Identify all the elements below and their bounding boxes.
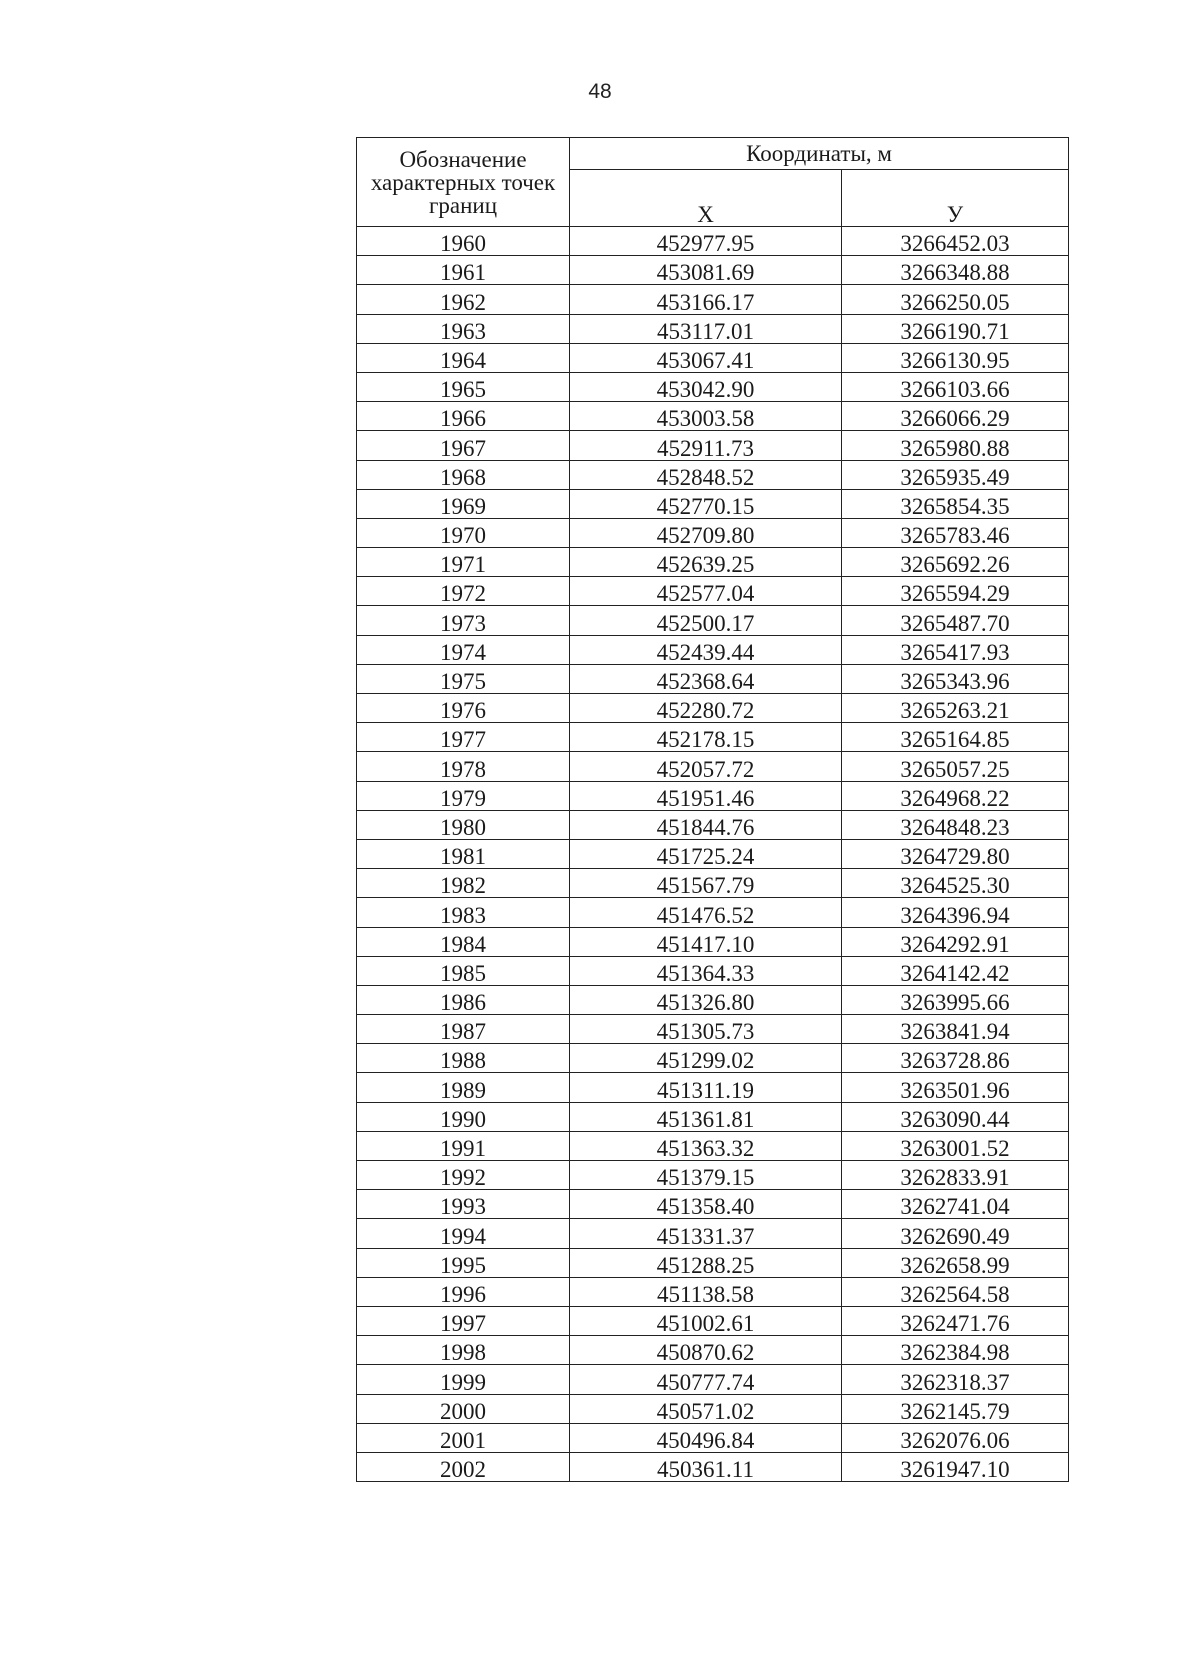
table-row bbox=[357, 1336, 1069, 1365]
x-coordinate-cell: 451364.33 bbox=[570, 956, 842, 985]
point-id-cell: 1964 bbox=[357, 343, 570, 372]
table-row bbox=[357, 635, 1069, 664]
x-coordinate-cell: 451326.80 bbox=[570, 985, 842, 1014]
x-coordinate-cell: 451305.73 bbox=[570, 1015, 842, 1044]
y-coordinate-cell: 3263501.96 bbox=[842, 1073, 1069, 1102]
point-id-cell: 1997 bbox=[357, 1306, 570, 1335]
point-id-cell: 1962 bbox=[357, 285, 570, 314]
x-coordinate-cell: 451951.46 bbox=[570, 781, 842, 810]
table-row bbox=[357, 577, 1069, 606]
point-id-cell: 1976 bbox=[357, 694, 570, 723]
point-id-cell: 1993 bbox=[357, 1190, 570, 1219]
x-coordinate-cell: 452770.15 bbox=[570, 489, 842, 518]
y-coordinate-cell: 3262741.04 bbox=[842, 1190, 1069, 1219]
x-coordinate-cell: 451002.61 bbox=[570, 1306, 842, 1335]
x-coordinate-cell: 452178.15 bbox=[570, 723, 842, 752]
x-coordinate-cell: 451288.25 bbox=[570, 1248, 842, 1277]
table-row bbox=[357, 985, 1069, 1014]
y-coordinate-cell: 3264525.30 bbox=[842, 869, 1069, 898]
x-coordinate-cell: 451725.24 bbox=[570, 839, 842, 868]
point-id-cell: 1966 bbox=[357, 402, 570, 431]
table-row bbox=[357, 489, 1069, 518]
x-coordinate-cell: 453081.69 bbox=[570, 256, 842, 285]
coordinates-table bbox=[356, 137, 1069, 1482]
y-coordinate-cell: 3265263.21 bbox=[842, 694, 1069, 723]
header-y: У bbox=[842, 169, 1069, 226]
y-coordinate-cell: 3265980.88 bbox=[842, 431, 1069, 460]
table-header bbox=[357, 138, 1069, 227]
x-coordinate-cell: 451363.32 bbox=[570, 1131, 842, 1160]
x-coordinate-cell: 451567.79 bbox=[570, 869, 842, 898]
point-id-cell: 1972 bbox=[357, 577, 570, 606]
table-row bbox=[357, 1452, 1069, 1481]
x-coordinate-cell: 450496.84 bbox=[570, 1423, 842, 1452]
table-row bbox=[357, 723, 1069, 752]
table-row bbox=[357, 227, 1069, 256]
x-coordinate-cell: 450361.11 bbox=[570, 1452, 842, 1481]
point-id-cell: 1970 bbox=[357, 518, 570, 547]
x-coordinate-cell: 450777.74 bbox=[570, 1365, 842, 1394]
point-id-cell: 1982 bbox=[357, 869, 570, 898]
table-row bbox=[357, 1102, 1069, 1131]
point-id-cell: 1975 bbox=[357, 664, 570, 693]
y-coordinate-cell: 3265057.25 bbox=[842, 752, 1069, 781]
y-coordinate-cell: 3262384.98 bbox=[842, 1336, 1069, 1365]
point-id-cell: 1988 bbox=[357, 1044, 570, 1073]
x-coordinate-cell: 451844.76 bbox=[570, 810, 842, 839]
y-coordinate-cell: 3264396.94 bbox=[842, 898, 1069, 927]
header-coordinates: Координаты, м bbox=[570, 138, 1069, 170]
table-row bbox=[357, 372, 1069, 401]
x-coordinate-cell: 451299.02 bbox=[570, 1044, 842, 1073]
point-id-cell: 1978 bbox=[357, 752, 570, 781]
y-coordinate-cell: 3263001.52 bbox=[842, 1131, 1069, 1160]
y-coordinate-cell: 3263841.94 bbox=[842, 1015, 1069, 1044]
table-row bbox=[357, 956, 1069, 985]
y-coordinate-cell: 3266348.88 bbox=[842, 256, 1069, 285]
point-id-cell: 1995 bbox=[357, 1248, 570, 1277]
x-coordinate-cell: 452848.52 bbox=[570, 460, 842, 489]
x-coordinate-cell: 452709.80 bbox=[570, 518, 842, 547]
y-coordinate-cell: 3262658.99 bbox=[842, 1248, 1069, 1277]
point-id-cell: 1974 bbox=[357, 635, 570, 664]
x-coordinate-cell: 453117.01 bbox=[570, 314, 842, 343]
y-coordinate-cell: 3265164.85 bbox=[842, 723, 1069, 752]
point-id-cell: 1965 bbox=[357, 372, 570, 401]
point-id-cell: 1960 bbox=[357, 227, 570, 256]
y-coordinate-cell: 3265692.26 bbox=[842, 548, 1069, 577]
table-row bbox=[357, 898, 1069, 927]
table-row bbox=[357, 752, 1069, 781]
y-coordinate-cell: 3262318.37 bbox=[842, 1365, 1069, 1394]
y-coordinate-cell: 3265417.93 bbox=[842, 635, 1069, 664]
table-row bbox=[357, 1306, 1069, 1335]
y-coordinate-cell: 3264848.23 bbox=[842, 810, 1069, 839]
y-coordinate-cell: 3265594.29 bbox=[842, 577, 1069, 606]
point-id-cell: 1969 bbox=[357, 489, 570, 518]
point-id-cell: 1986 bbox=[357, 985, 570, 1014]
header-point-designation: Обозначение характерных точек границ bbox=[357, 138, 570, 227]
y-coordinate-cell: 3263995.66 bbox=[842, 985, 1069, 1014]
table-row bbox=[357, 1161, 1069, 1190]
table-row bbox=[357, 1248, 1069, 1277]
x-coordinate-cell: 450870.62 bbox=[570, 1336, 842, 1365]
table-row bbox=[357, 664, 1069, 693]
x-coordinate-cell: 453067.41 bbox=[570, 343, 842, 372]
x-coordinate-cell: 451311.19 bbox=[570, 1073, 842, 1102]
x-coordinate-cell: 452577.04 bbox=[570, 577, 842, 606]
point-id-cell: 1985 bbox=[357, 956, 570, 985]
point-id-cell: 1998 bbox=[357, 1336, 570, 1365]
table-row bbox=[357, 285, 1069, 314]
table-row bbox=[357, 810, 1069, 839]
point-id-cell: 1961 bbox=[357, 256, 570, 285]
y-coordinate-cell: 3266066.29 bbox=[842, 402, 1069, 431]
y-coordinate-cell: 3262471.76 bbox=[842, 1306, 1069, 1335]
y-coordinate-cell: 3265487.70 bbox=[842, 606, 1069, 635]
y-coordinate-cell: 3265854.35 bbox=[842, 489, 1069, 518]
x-coordinate-cell: 452439.44 bbox=[570, 635, 842, 664]
table-row bbox=[357, 1044, 1069, 1073]
x-coordinate-cell: 451379.15 bbox=[570, 1161, 842, 1190]
point-id-cell: 1991 bbox=[357, 1131, 570, 1160]
point-id-cell: 2000 bbox=[357, 1394, 570, 1423]
table-row bbox=[357, 1365, 1069, 1394]
x-coordinate-cell: 453166.17 bbox=[570, 285, 842, 314]
x-coordinate-cell: 451361.81 bbox=[570, 1102, 842, 1131]
point-id-cell: 1989 bbox=[357, 1073, 570, 1102]
y-coordinate-cell: 3262564.58 bbox=[842, 1277, 1069, 1306]
x-coordinate-cell: 452500.17 bbox=[570, 606, 842, 635]
table-row bbox=[357, 869, 1069, 898]
y-coordinate-cell: 3266452.03 bbox=[842, 227, 1069, 256]
table-row bbox=[357, 839, 1069, 868]
y-coordinate-cell: 3265935.49 bbox=[842, 460, 1069, 489]
point-id-cell: 1980 bbox=[357, 810, 570, 839]
table-row bbox=[357, 606, 1069, 635]
y-coordinate-cell: 3266190.71 bbox=[842, 314, 1069, 343]
table-row bbox=[357, 927, 1069, 956]
table-row bbox=[357, 1219, 1069, 1248]
point-id-cell: 1984 bbox=[357, 927, 570, 956]
table-row bbox=[357, 781, 1069, 810]
point-id-cell: 1967 bbox=[357, 431, 570, 460]
point-id-cell: 1990 bbox=[357, 1102, 570, 1131]
y-coordinate-cell: 3264729.80 bbox=[842, 839, 1069, 868]
point-id-cell: 1981 bbox=[357, 839, 570, 868]
y-coordinate-cell: 3262076.06 bbox=[842, 1423, 1069, 1452]
y-coordinate-cell: 3263090.44 bbox=[842, 1102, 1069, 1131]
x-coordinate-cell: 453042.90 bbox=[570, 372, 842, 401]
x-coordinate-cell: 452977.95 bbox=[570, 227, 842, 256]
table-row bbox=[357, 1394, 1069, 1423]
y-coordinate-cell: 3266130.95 bbox=[842, 343, 1069, 372]
x-coordinate-cell: 451358.40 bbox=[570, 1190, 842, 1219]
x-coordinate-cell: 452280.72 bbox=[570, 694, 842, 723]
x-coordinate-cell: 451331.37 bbox=[570, 1219, 842, 1248]
point-id-cell: 1963 bbox=[357, 314, 570, 343]
y-coordinate-cell: 3265783.46 bbox=[842, 518, 1069, 547]
table-row bbox=[357, 1190, 1069, 1219]
table-row bbox=[357, 1015, 1069, 1044]
point-id-cell: 1996 bbox=[357, 1277, 570, 1306]
y-coordinate-cell: 3262690.49 bbox=[842, 1219, 1069, 1248]
y-coordinate-cell: 3266103.66 bbox=[842, 372, 1069, 401]
point-id-cell: 1983 bbox=[357, 898, 570, 927]
table-row bbox=[357, 1073, 1069, 1102]
y-coordinate-cell: 3261947.10 bbox=[842, 1452, 1069, 1481]
table-row bbox=[357, 460, 1069, 489]
y-coordinate-cell: 3264142.42 bbox=[842, 956, 1069, 985]
x-coordinate-cell: 451417.10 bbox=[570, 927, 842, 956]
point-id-cell: 1968 bbox=[357, 460, 570, 489]
x-coordinate-cell: 452639.25 bbox=[570, 548, 842, 577]
header-x: Х bbox=[570, 169, 842, 226]
x-coordinate-cell: 451476.52 bbox=[570, 898, 842, 927]
point-id-cell: 1999 bbox=[357, 1365, 570, 1394]
point-id-cell: 1992 bbox=[357, 1161, 570, 1190]
point-id-cell: 2001 bbox=[357, 1423, 570, 1452]
table-row bbox=[357, 431, 1069, 460]
y-coordinate-cell: 3264968.22 bbox=[842, 781, 1069, 810]
table-row bbox=[357, 1277, 1069, 1306]
point-id-cell: 2002 bbox=[357, 1452, 570, 1481]
table-body bbox=[357, 227, 1069, 1482]
x-coordinate-cell: 453003.58 bbox=[570, 402, 842, 431]
point-id-cell: 1973 bbox=[357, 606, 570, 635]
point-id-cell: 1987 bbox=[357, 1015, 570, 1044]
point-id-cell: 1979 bbox=[357, 781, 570, 810]
x-coordinate-cell: 451138.58 bbox=[570, 1277, 842, 1306]
point-id-cell: 1994 bbox=[357, 1219, 570, 1248]
y-coordinate-cell: 3265343.96 bbox=[842, 664, 1069, 693]
x-coordinate-cell: 452911.73 bbox=[570, 431, 842, 460]
table-row bbox=[357, 518, 1069, 547]
point-id-cell: 1971 bbox=[357, 548, 570, 577]
table-row bbox=[357, 402, 1069, 431]
y-coordinate-cell: 3264292.91 bbox=[842, 927, 1069, 956]
x-coordinate-cell: 452057.72 bbox=[570, 752, 842, 781]
table-row bbox=[357, 548, 1069, 577]
page-number: 48 bbox=[588, 80, 612, 103]
table-row bbox=[357, 1423, 1069, 1452]
x-coordinate-cell: 452368.64 bbox=[570, 664, 842, 693]
table-row bbox=[357, 343, 1069, 372]
y-coordinate-cell: 3263728.86 bbox=[842, 1044, 1069, 1073]
y-coordinate-cell: 3262833.91 bbox=[842, 1161, 1069, 1190]
x-coordinate-cell: 450571.02 bbox=[570, 1394, 842, 1423]
y-coordinate-cell: 3266250.05 bbox=[842, 285, 1069, 314]
y-coordinate-cell: 3262145.79 bbox=[842, 1394, 1069, 1423]
table-row bbox=[357, 314, 1069, 343]
table-row bbox=[357, 256, 1069, 285]
point-id-cell: 1977 bbox=[357, 723, 570, 752]
table-row bbox=[357, 1131, 1069, 1160]
table-row bbox=[357, 694, 1069, 723]
